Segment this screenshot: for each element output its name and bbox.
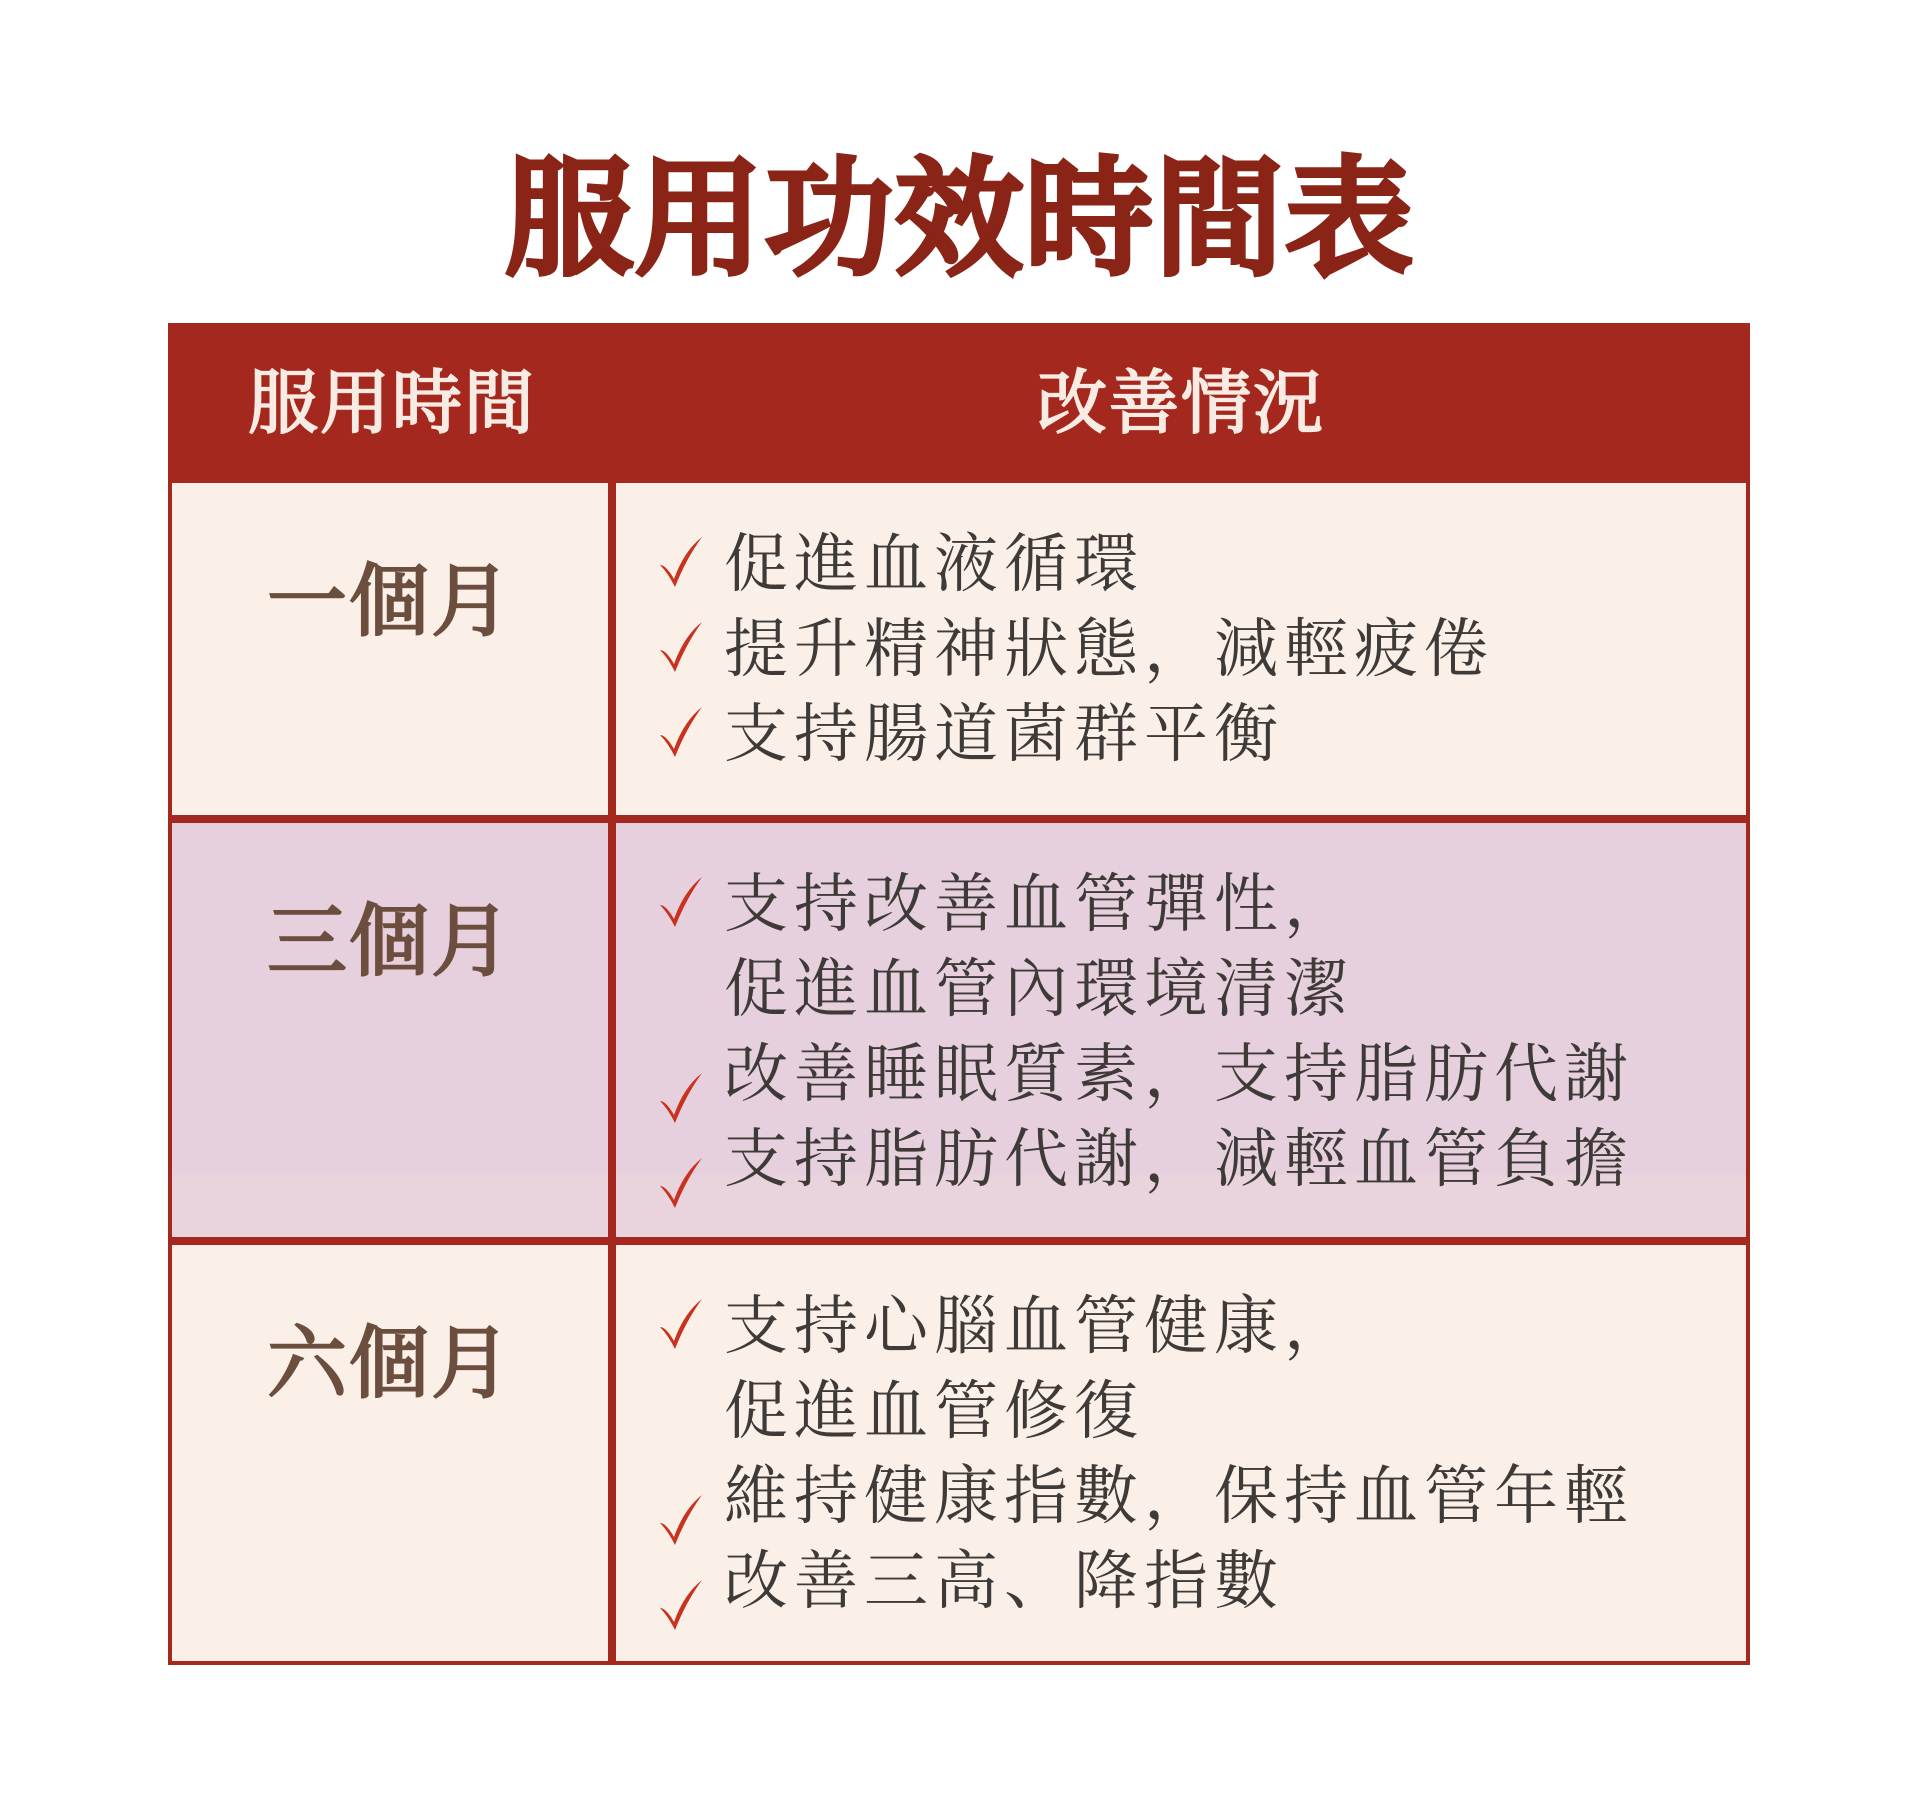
item-text: 支持改善血管彈性， (724, 868, 1354, 942)
item-text: 支持脂肪代謝，減輕血管負擔 (724, 1123, 1634, 1197)
check-mark-icon (656, 531, 706, 591)
period-cell (172, 1245, 608, 1661)
item-text: 支持心腦血管健康， (724, 1290, 1354, 1364)
item-text: 支持腸道菌群平衡 (724, 698, 1284, 772)
item-text-continued: 促進血管內環境清潔 (724, 953, 1354, 1027)
header-time: 服用時間 (248, 362, 536, 444)
check-mark-icon (656, 616, 706, 676)
period-label: 六個月 (267, 1317, 513, 1410)
table-row (172, 1241, 1746, 1661)
item-text: 改善三高、降指數 (724, 1545, 1284, 1619)
period-label: 一個月 (267, 555, 513, 648)
period-cell (172, 483, 608, 815)
header-improvement: 改善情況 (1037, 362, 1325, 444)
item-text: 提升精神狀態，減輕疲倦 (724, 613, 1494, 687)
efficacy-table (168, 323, 1750, 1665)
list-item (616, 863, 1746, 1033)
list-item (616, 1033, 1746, 1118)
item-text-continued: 促進血管修復 (724, 1375, 1144, 1449)
check-mark-icon (656, 701, 706, 761)
item-text: 維持健康指數，保持血管年輕 (724, 1460, 1634, 1534)
item-text: 改善睡眠質素，支持脂肪代謝 (724, 1038, 1634, 1112)
table-row (172, 819, 1746, 1237)
improvement-cell (616, 823, 1746, 1237)
table-header (172, 327, 1746, 479)
check-mark-icon (656, 1293, 706, 1353)
check-mark-icon (656, 871, 706, 931)
period-label: 三個月 (267, 895, 513, 988)
list-item (616, 608, 1746, 693)
list-item (616, 1455, 1746, 1540)
page-title: 服用功效時間表 (504, 145, 1415, 294)
table-row (172, 479, 1746, 815)
improvement-cell (616, 1245, 1746, 1661)
list-item (616, 523, 1746, 608)
list-item (616, 1540, 1746, 1625)
period-cell (172, 823, 608, 1237)
improvement-cell (616, 483, 1746, 815)
item-text: 促進血液循環 (724, 528, 1144, 602)
check-mark-icon (656, 1574, 706, 1634)
list-item (616, 1118, 1746, 1203)
list-item (616, 693, 1746, 778)
cell-shade-band (172, 1175, 608, 1237)
improvement-list (616, 523, 1746, 778)
check-mark-icon (656, 1152, 706, 1212)
improvement-list (616, 863, 1746, 1203)
improvement-list (616, 1285, 1746, 1625)
list-item (616, 1285, 1746, 1455)
